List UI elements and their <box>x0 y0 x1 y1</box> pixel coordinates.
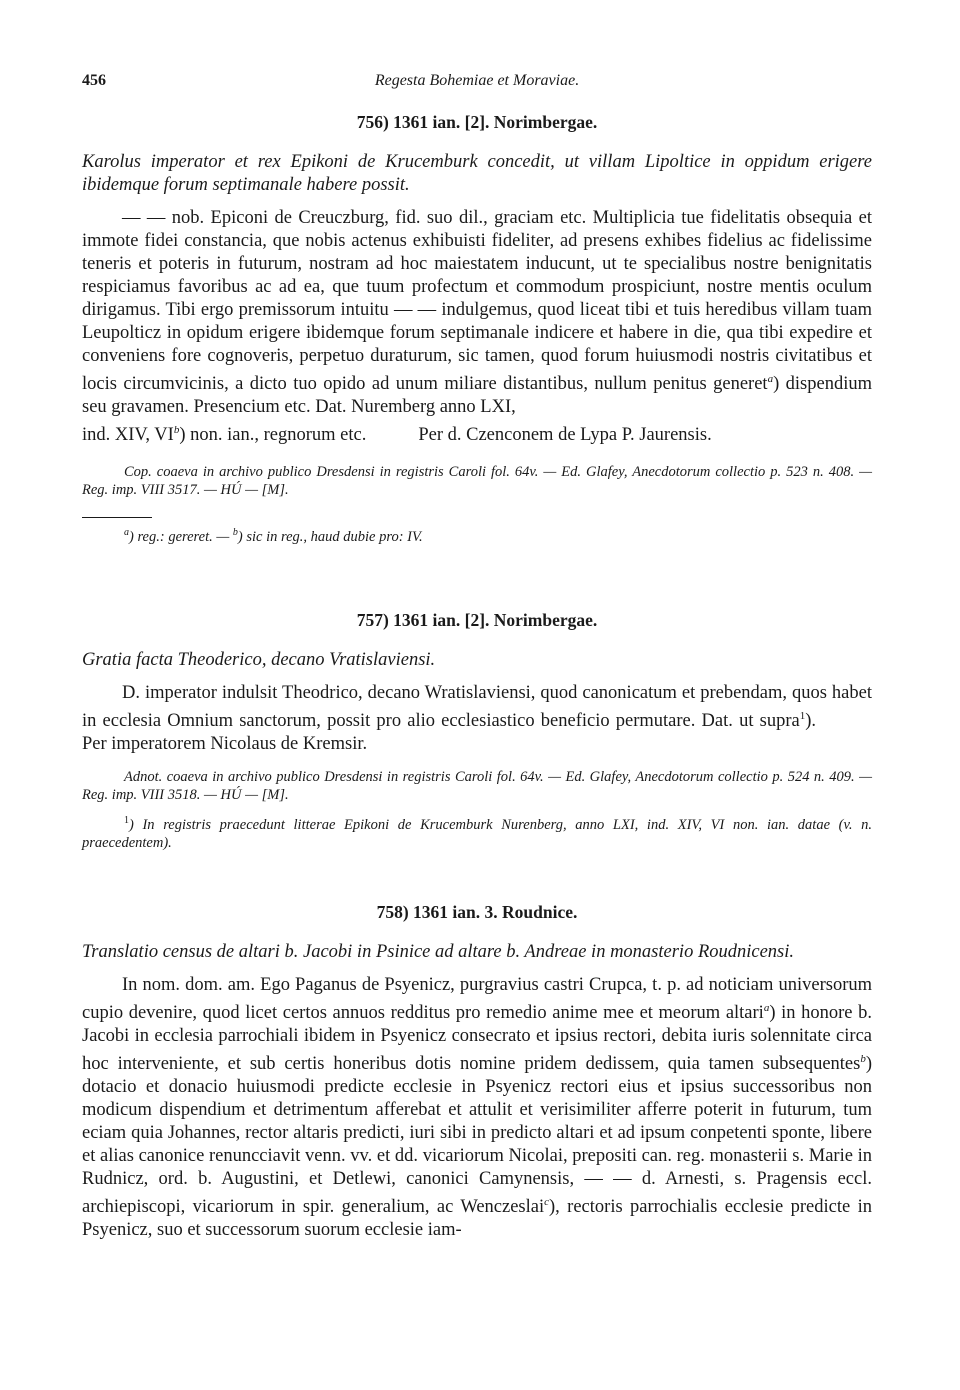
footnote-text-b: ) sic in reg., haud dubie pro: IV. <box>237 529 423 546</box>
entry-757 <box>82 610 872 852</box>
entry-text-tail: ) dispendium seu gravamen. Presencium etc. Dat. Nuremberg anno LXI, <box>82 374 872 418</box>
footnote-label-a: a <box>124 527 129 539</box>
closing-signer: Per imperatorem Nicolaus de Kremsir. <box>82 734 368 755</box>
entry-756 <box>82 112 872 546</box>
running-title: Regesta Bohemiae et Moraviae. <box>374 72 580 89</box>
footnote-ref-a: a <box>767 373 774 385</box>
apparatus-text: Cop. coaeva in archivo publico Dresdensi in registris Caroli fol. 64v. — Ed. Glafey, Anecdotorum collectio p. 523 n. 408. — Reg. imp. VIII 3517. — HÚ — [M]. <box>82 464 872 499</box>
entry-closing <box>82 419 872 447</box>
entry-footnotes <box>82 524 872 546</box>
footnote-label-b: b <box>232 527 238 539</box>
running-head <box>82 72 872 100</box>
page <box>82 72 872 1241</box>
entry-heading: 758) 1361 ian. 3. Roudnice. <box>376 902 578 922</box>
entry-text-part-1: In nom. dom. am. Ego Paganus de Psyenicz, purgravius castri Crupca, t. p. ad noticiam universorum cupio devenire, quod licet certos annuos redditus pro remedio anime mee et meorum altari <box>82 975 872 1024</box>
footnote-text-1: ) In registris praecedunt litterae Epikoni de Krucemburk Nurenberg, anno LXI, ind. XIV, VI non. ian. datae (v. n. praecedentem). <box>82 816 872 851</box>
entry-text-part-3: ) dotacio et donacio huiusmodi predicte ecclesie in Psyenicz rectori eius et ipsius successoribus non modicum dispendium et detrimentum afferebat et attulit et verisimiliter afferre poterit in futurum, tum eciam quia Johannes, rector altaris predicti, iuri sibi in predicto altari et ad ipsum conpetenti sponte, libere et alias canonice renuncciavit venn. vv. et dd. vicariorum Nicolai, prepositi can. reg. monasterii s. Marie in Rudnicz, ord. b. Augustini, et Detlewi, canonici Camynensis, — — d. Arnesti, s. Pragensis eccl. archiepiscopi, vicariorum in spir. generalium, ac Wenczeslai <box>82 1054 872 1218</box>
entry-text <box>82 974 872 1242</box>
closing-signer: Per d. Czenconem de Lypa P. Jaurensis. <box>418 425 712 446</box>
footnote-ref-1: 1 <box>799 710 806 722</box>
closing-date: ind. XIV, VI <box>82 425 174 446</box>
entry-footnotes <box>82 812 872 852</box>
footnote-divider <box>82 517 152 518</box>
entry-regest: Gratia facta Theoderico, decano Vratislaviensi. <box>82 650 436 670</box>
entry-text-tail: ). <box>805 711 816 732</box>
entry-text-part-4: ), rectoris parrochialis ecclesie predicte in Psyenicz, suo et successorum suorum ecclesie iam- <box>82 1197 872 1241</box>
footnote-ref-a: a <box>763 1002 770 1014</box>
entry-text <box>82 207 872 419</box>
footnote-text-a: ) reg.: gereret. — <box>129 529 230 546</box>
entry-text-main: D. imperator indulsit Theodrico, decano Wratislaviensi, quod canonicatum et prebendam, quos habet in ecclesia Omnium sanctorum, possit pro alio ecclesiastico beneficio permutare. Dat. ut supra <box>82 683 872 732</box>
entry-text-main: — — nob. Epiconi de Creuczburg, fid. suo dil., graciam etc. Multiplicia tue fidelitatis obsequia et immote fidei constancia, que nobis actenus exhibuisti fideliter, ad presens exhibes fidelius ac fidelissime teneris et poteris in futurum, nostram ad hoc maiestatem inducunt, ut te specialibus nostre benignitatis respiciamus favoribus ac ad ea, que tuum profectum et commodum prospiciunt, nostre mentis oculum dirigamus. Tibi ergo premissorum intuitu — — indulgemus, quod liceat tibi et tuis heredibus villam tuam Leupolticz in opidum erigere ibidemque forum septimanale indicere et habere in die, qua tibi expedire et conveniens fore cognoveris, perpetuo duraturum, sic tamen, quod forum huiusmodi nostris civitatibus et locis circumvicinis, a dicto tuo opido ad unum miliare distantibus, nullum penitus generet <box>82 208 872 395</box>
entry-regest: Translatio census de altari b. Jacobi in Psinice ad altare b. Andreae in monasterio Roudnicensi. <box>82 942 795 962</box>
footnote-label-1: 1 <box>124 815 129 827</box>
entry-text <box>82 682 872 756</box>
closing-date-tail: ) non. ian., regnorum etc. <box>179 425 367 446</box>
entry-heading: 756) 1361 ian. [2]. Norimbergae. <box>356 112 598 132</box>
footnote-ref-c: c <box>544 1196 550 1209</box>
entry-heading: 757) 1361 ian. [2]. Norimbergae. <box>356 610 598 630</box>
entry-758 <box>82 902 872 1242</box>
entry-apparatus <box>82 463 872 499</box>
page-number: 456 <box>82 72 106 89</box>
entry-regest: Karolus imperator et rex Epikoni de Krucemburk concedit, ut villam Lipoltice in oppidum erigere ibidemque forum septimanale habere possit. <box>82 152 872 195</box>
footnote-ref-b: b <box>173 424 180 437</box>
footnote-ref-b: b <box>860 1053 866 1066</box>
entry-apparatus <box>82 768 872 804</box>
apparatus-text: Adnot. coaeva in archivo publico Dresdensi in registris Caroli fol. 64v. — Ed. Glafey, Anecdotorum collectio p. 524 n. 409. — Reg. imp. VIII 3518. — HÚ — [M]. <box>82 769 872 804</box>
entry-text-part-2: ) in honore b. Jacobi in ecclesia parrochiali ibidem in Psyenicz consecrato et ipsius rectori, debita iuris solennitate circa hoc interveniente, et sub certis honeribus dotis nomine pridem dedissem, quia tamen subsequentes <box>82 1003 872 1075</box>
